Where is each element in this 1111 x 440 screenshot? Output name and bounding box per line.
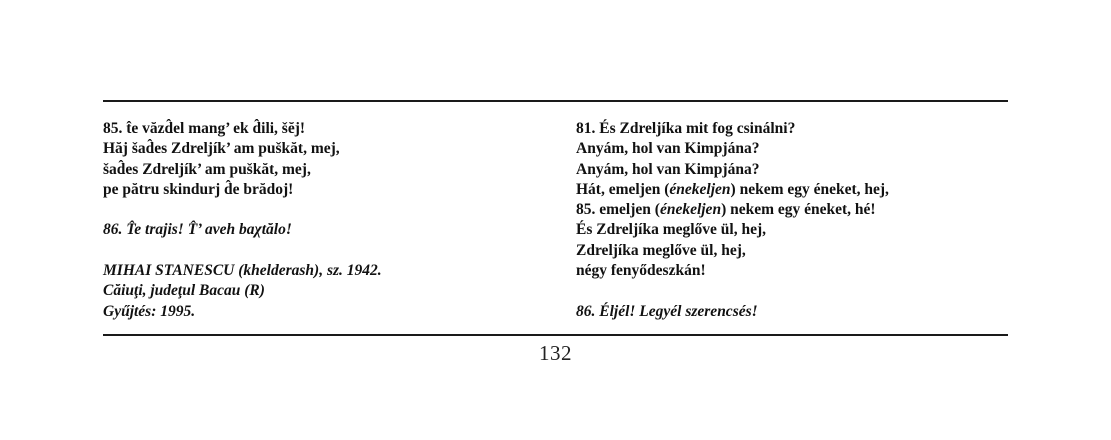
translation-line: 81. És Zdreljíka mit fog csinálni? [576, 120, 796, 137]
collection-date: Gyűjtés: 1995. [103, 302, 196, 320]
place-info: Căiuţi, judeţul Bacau (R) [103, 282, 265, 300]
closing-blessing-line: 86. T̂e trajis! T̂’ aveh baχtălo! [103, 221, 292, 239]
stanza-gap [103, 241, 543, 261]
page-number: 132 [539, 341, 572, 365]
verse-line: Hăj šad̂es Zdreljík’ am puškăt, mej, [103, 140, 340, 158]
stanza-gap [103, 200, 543, 220]
translation-line: Zdreljíka meglővе ül, hej, [576, 241, 746, 259]
top-rule [103, 100, 1008, 102]
translation-line [576, 180, 1006, 200]
verse-line: pe pătru skindurj d̂e brădoj! [103, 180, 294, 198]
bottom-rule [103, 334, 1008, 336]
translation-text: ) nekem egy éneket, hé! [721, 201, 876, 219]
verse-line: šad̂es Zdreljík’ am puškăt, mej, [103, 160, 311, 178]
verse-line: 85. t̂e văzd̂el mang’ ek d̂ili, šĕj! [103, 120, 306, 137]
translation-line [576, 200, 1006, 220]
gloss-word: énekeljen [669, 180, 731, 198]
translation-text: Hát, emeljen ( [576, 180, 670, 198]
left-column-romani-text [103, 119, 543, 322]
translation-line: És Zdreljíka meglővе ül, hej, [576, 221, 767, 239]
gloss-word: énekeljen [659, 201, 722, 219]
translation-text: ) nekem egy éneket, hej, [730, 180, 889, 198]
translation-line: Anyám, hol van Kimpjána? [576, 140, 760, 158]
stanza-gap [576, 281, 1006, 301]
translation-line: Anyám, hol van Kimpjána? [576, 160, 760, 178]
singer-info: MIHAI STANESCU (khelderash), sz. 1942. [103, 262, 382, 280]
translation-text: 85. emeljen ( [576, 201, 660, 219]
closing-blessing-line: 86. Éljél! Legyél szerencsés! [576, 302, 758, 320]
translation-line: négy fenyődeszkán! [576, 262, 706, 280]
right-column-hungarian-translation [576, 119, 1006, 322]
